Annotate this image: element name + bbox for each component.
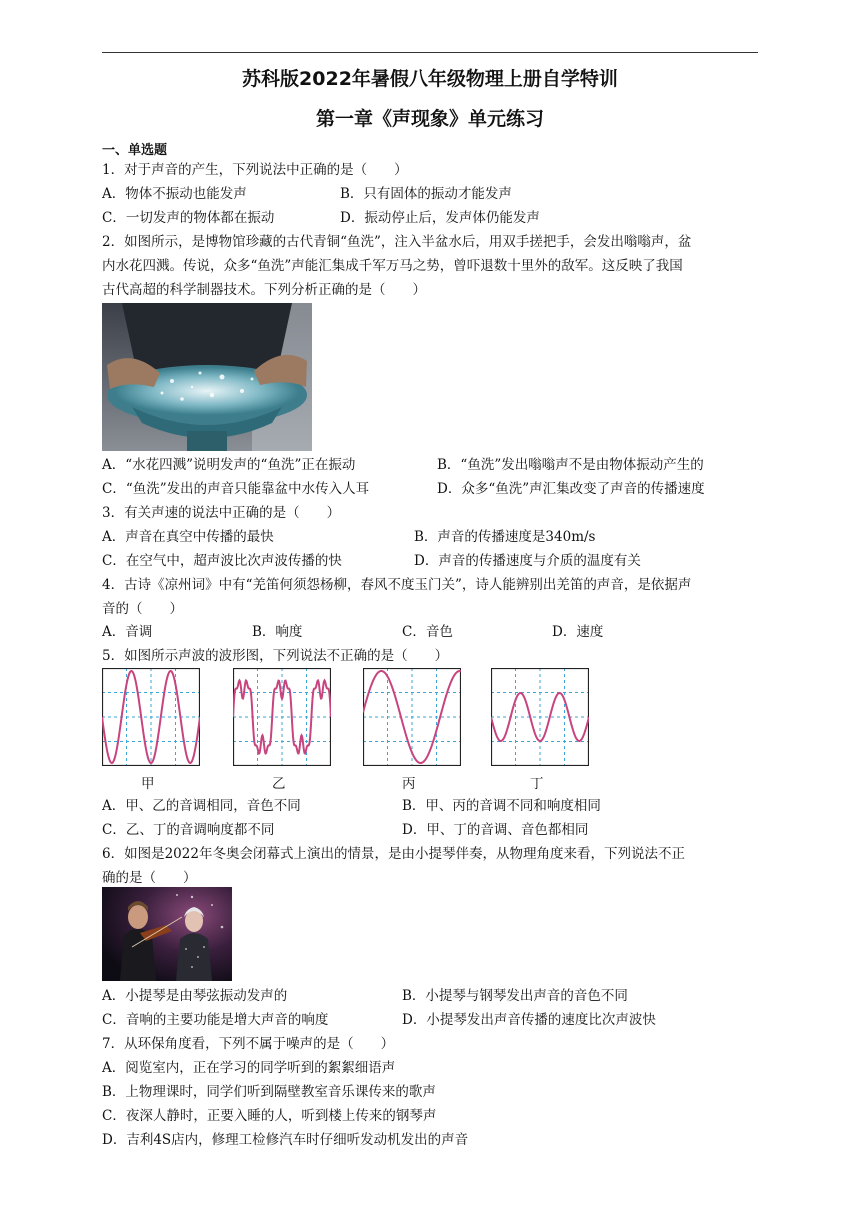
- q7-option-b: B．上物理课时，同学们听到隔壁教室音乐课传来的歌声: [102, 1084, 436, 1100]
- q2-option-c: C．“鱼洗”发出的声音只能靠盆中水传入人耳: [102, 481, 370, 497]
- document-subtitle: 第一章《声现象》单元练习: [315, 108, 544, 130]
- q3-option-c: C．在空气中，超声波比次声波传播的快: [102, 553, 342, 569]
- q4-option-a: A．音调: [102, 624, 153, 640]
- q2-stem-line3: 古代高超的科学制器技术。下列分析正确的是（ ）: [102, 282, 426, 298]
- q4-option-c: C．音色: [402, 624, 453, 640]
- waveform-label-bing: 丙: [402, 776, 416, 792]
- q3-option-a: A．声音在真空中传播的最快: [102, 529, 274, 545]
- q6-option-b: B．小提琴与钢琴发出声音的音色不同: [402, 988, 628, 1004]
- q3-stem: 3．有关声速的说法中正确的是（ ）: [102, 505, 341, 521]
- q5-option-a: A．甲、乙的音调相同，音色不同: [102, 798, 301, 814]
- q5-option-d: D．甲、丁的音调、音色都相同: [402, 822, 589, 838]
- q2-stem-line2: 内水花四溅。传说，众多“鱼洗”声能汇集成千军万马之势，曾吓退数十里外的敌军。这反映了我国: [102, 258, 683, 274]
- waveform-ding: [491, 668, 589, 766]
- q4-option-b: B．响度: [252, 624, 303, 640]
- q5-option-c: C．乙、丁的音调响度都不同: [102, 822, 275, 838]
- q1-option-a: A．物体不振动也能发声: [102, 186, 247, 202]
- q7-stem: 7．从环保角度看，下列不属于噪声的是（ ）: [102, 1036, 395, 1052]
- section-heading: 一、单选题: [102, 143, 168, 158]
- q1-option-b: B．只有固体的振动才能发声: [340, 186, 512, 202]
- waveform-bing: [363, 668, 461, 766]
- waveform-jia: [102, 668, 200, 766]
- q2-option-a: A．“水花四溅”说明发声的“鱼洗”正在振动: [102, 457, 356, 473]
- q6-stem-line2: 确的是（ ）: [102, 870, 197, 886]
- waveform-label-ding: 丁: [530, 776, 544, 792]
- header-rule: [102, 52, 758, 53]
- q3-option-b: B．声音的传播速度是340m/s: [414, 529, 596, 545]
- q5-option-b: B．甲、丙的音调不同和响度相同: [402, 798, 601, 814]
- waveform-yi: [233, 668, 331, 766]
- q6-option-c: C．音响的主要功能是增大声音的响度: [102, 1012, 329, 1028]
- fish-basin-photo: [102, 303, 312, 451]
- q4-stem-line2: 音的（ ）: [102, 601, 183, 617]
- q4-option-d: D．速度: [552, 624, 604, 640]
- q2-option-d: D．众多“鱼洗”声汇集改变了声音的传播速度: [437, 481, 705, 497]
- q1-option-c: C．一切发声的物体都在振动: [102, 210, 275, 226]
- q1-option-d: D．振动停止后，发声体仍能发声: [340, 210, 540, 226]
- q4-stem-line1: 4．古诗《凉州词》中有“羌笛何须怨杨柳，春风不度玉门关”，诗人能辨别出羌笛的声音，是依据声: [102, 577, 692, 593]
- violin-performance-photo: [102, 887, 232, 981]
- document-title: 苏科版2022年暑假八年级物理上册自学特训: [242, 68, 618, 90]
- q1-stem: 1．对于声音的产生，下列说法中正确的是（ ）: [102, 162, 408, 178]
- q6-option-d: D．小提琴发出声音传播的速度比次声波快: [402, 1012, 656, 1028]
- q5-stem: 5．如图所示声波的波形图，下列说法不正确的是（ ）: [102, 648, 449, 664]
- q2-option-b: B．“鱼洗”发出嗡嗡声不是由物体振动产生的: [437, 457, 704, 473]
- q6-stem-line1: 6．如图是2022年冬奥会闭幕式上演出的情景，是由小提琴伴奏，从物理角度来看，下列说法不正: [102, 846, 685, 862]
- q7-option-a: A．阅览室内，正在学习的同学听到的絮絮细语声: [102, 1060, 396, 1076]
- q3-option-d: D．声音的传播速度与介质的温度有关: [414, 553, 641, 569]
- waveform-label-yi: 乙: [272, 776, 286, 792]
- q2-stem-line1: 2．如图所示，是博物馆珍藏的古代青铜“鱼洗”，注入半盆水后，用双手搓把手，会发出嗡嗡声，盆: [102, 234, 692, 250]
- q6-option-a: A．小提琴是由琴弦振动发声的: [102, 988, 288, 1004]
- q7-option-c: C．夜深人静时，正要入睡的人，听到楼上传来的钢琴声: [102, 1108, 437, 1124]
- waveform-label-jia: 甲: [141, 776, 155, 792]
- q7-option-d: D．吉利4S店内，修理工检修汽车时仔细听发动机发出的声音: [102, 1132, 469, 1148]
